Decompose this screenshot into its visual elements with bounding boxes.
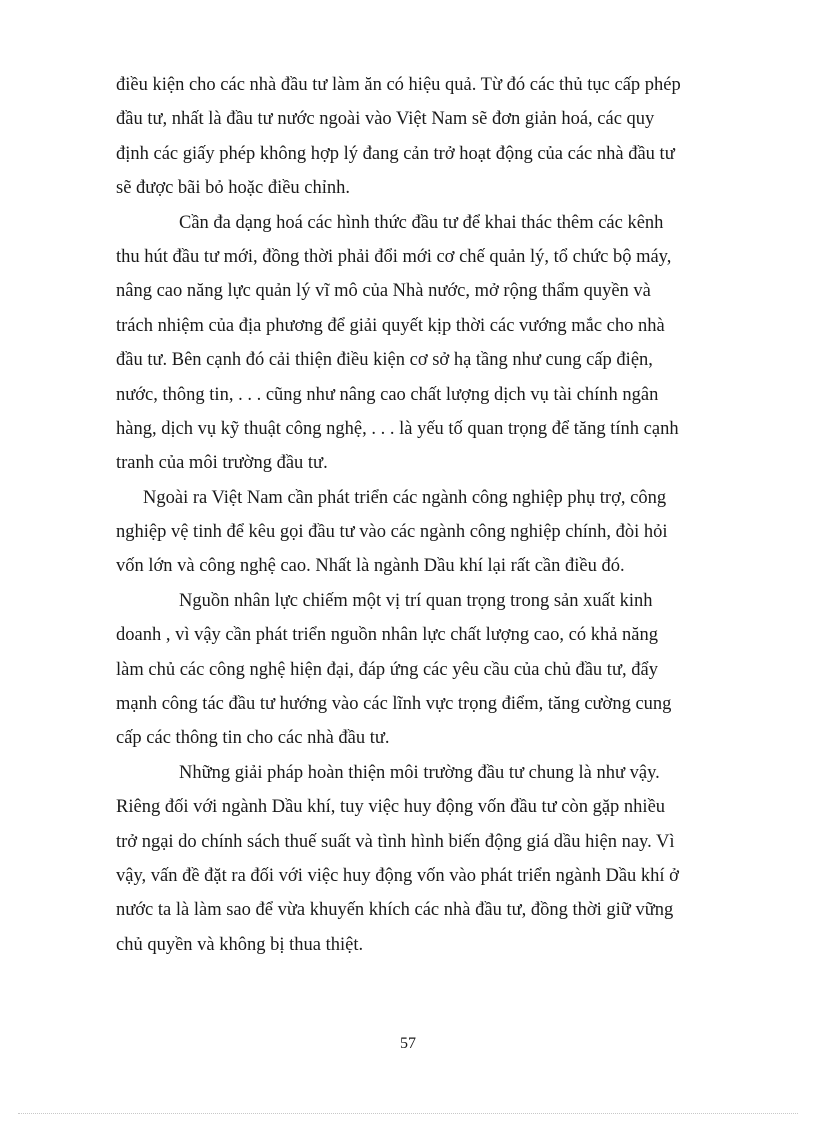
text-line: mạnh công tác đầu tư hướng vào các lĩnh vực trọng điểm, tăng cường cung <box>116 694 672 715</box>
text-line: tranh của môi trường đầu tư. <box>116 453 328 474</box>
text-line: hàng, dịch vụ kỹ thuật công nghệ, . . . là yếu tố quan trọng để tăng tính cạnh <box>116 418 679 439</box>
text-line: chủ quyền và không bị thua thiệt. <box>116 934 364 955</box>
page-number: 57 <box>400 1035 416 1052</box>
text-line: trở ngại do chính sách thuế suất và tình hình biến động giá dầu hiện nay. Vì <box>116 831 675 852</box>
paragraph-start-line: Nguồn nhân lực chiếm một vị trí quan trọng trong sản xuất kinh <box>179 590 653 611</box>
text-line: đầu tư. Bên cạnh đó cải thiện điều kiện cơ sở hạ tầng như cung cấp điện, <box>116 350 653 371</box>
text-line: làm chủ các công nghệ hiện đại, đáp ứng các yêu cầu của chủ đầu tư, đẩy <box>116 659 658 680</box>
paragraph-start-line: Ngoài ra Việt Nam cần phát triển các ngành công nghiệp phụ trợ, công <box>143 487 667 508</box>
text-line: điều kiện cho các nhà đầu tư làm ăn có hiệu quả. Từ đó các thủ tục cấp phép <box>116 75 681 95</box>
text-line: nước ta là làm sao để vừa khuyến khích các nhà đầu tư, đồng thời giữ vững <box>116 900 674 921</box>
text-line: định các giấy phép không hợp lý đang cản trở hoạt động của các nhà đầu tư <box>116 143 675 164</box>
paragraph-start-line: Những giải pháp hoàn thiện môi trường đầu tư chung là như vậy. <box>179 762 660 783</box>
text-line: thu hút đầu tư mới, đồng thời phải đổi mới cơ chế quản lý, tổ chức bộ máy, <box>116 246 672 267</box>
text-line: Riêng đối với ngành Dầu khí, tuy việc huy động vốn đầu tư còn gặp nhiều <box>116 797 666 818</box>
text-line: sẽ được bãi bỏ hoặc điều chỉnh. <box>116 178 351 199</box>
text-line: nước, thông tin, . . . cũng như nâng cao chất lượng dịch vụ tài chính ngân <box>116 384 659 405</box>
page-bottom-divider <box>18 1113 798 1114</box>
paragraph-start-line: Cần đa dạng hoá các hình thức đầu tư để khai thác thêm các kênh <box>179 212 664 233</box>
text-line: trách nhiệm của địa phương để giải quyết kịp thời các vướng mắc cho nhà <box>116 315 665 336</box>
text-line: nghiệp vệ tinh để kêu gọi đầu tư vào các ngành công nghiệp chính, đòi hỏi <box>116 522 668 543</box>
text-line: nâng cao năng lực quản lý vĩ mô của Nhà nước, mở rộng thẩm quyền và <box>116 281 651 302</box>
text-line: vậy, vấn đề đặt ra đối với việc huy động vốn vào phát triển ngành Dầu khí ở <box>116 865 679 886</box>
body-text <box>116 68 696 962</box>
text-line: vốn lớn và công nghệ cao. Nhất là ngành Dầu khí lại rất cần điều đó. <box>116 556 625 577</box>
text-line: đầu tư, nhất là đầu tư nước ngoài vào Việt Nam sẽ đơn giản hoá, các quy <box>116 109 655 130</box>
text-line: cấp các thông tin cho các nhà đầu tư. <box>116 728 390 749</box>
text-line: doanh , vì vậy cần phát triển nguồn nhân lực chất lượng cao, có khả năng <box>116 625 659 646</box>
